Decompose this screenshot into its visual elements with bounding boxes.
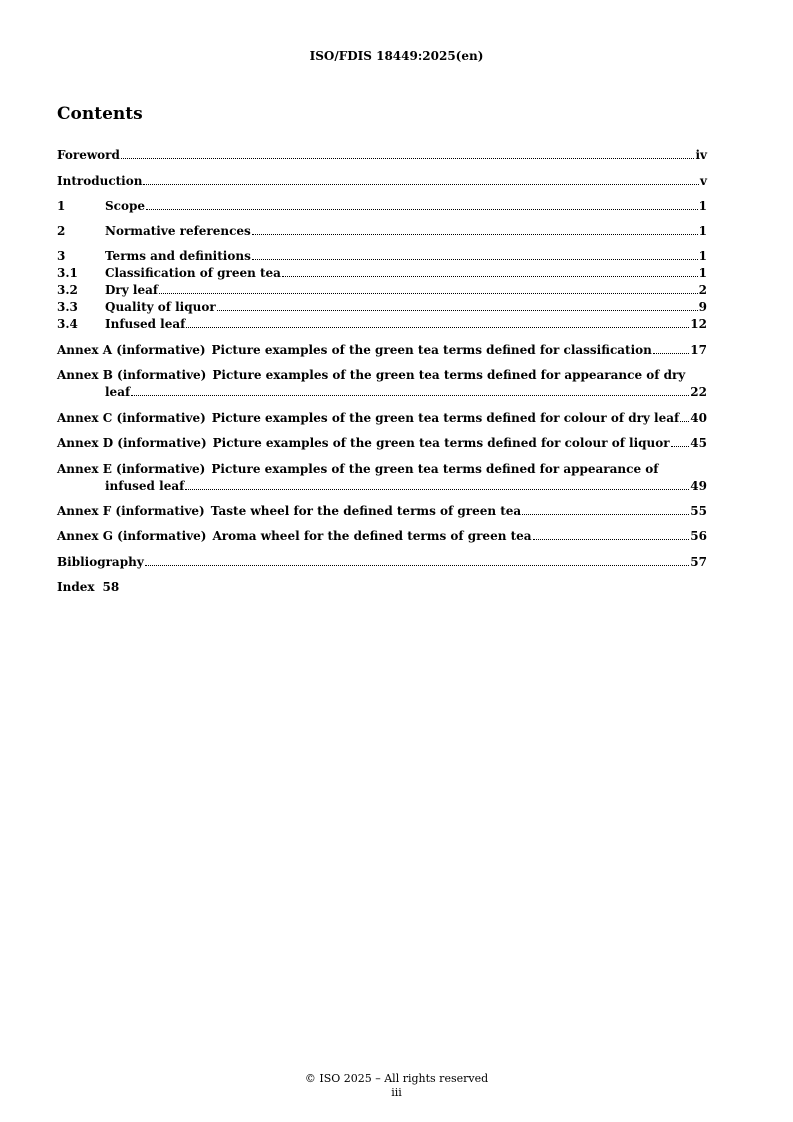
document-header: ISO/FDIS 18449:2025(en) [309,49,484,63]
toc-leader [185,489,689,490]
toc-entry-annex-a[interactable] [57,342,707,359]
toc-label: Terms and definitions [105,249,251,263]
toc-page: 40 [690,411,707,425]
toc-page: 17 [690,343,707,357]
toc-label: Dry leaf [105,283,159,297]
toc-leader [252,259,698,260]
toc-entry-introduction[interactable] [57,173,707,190]
toc-label: Bibliography [57,555,144,569]
toc-annex-head: Annex B (informative) [57,368,207,382]
toc-label: Scope [105,199,146,213]
toc-label: Normative references [105,224,251,238]
toc-entry-index[interactable] [57,579,119,596]
toc-label: Picture examples of the green tea terms defined for classification [211,343,652,357]
toc-annex-head: Annex C (informative) [57,411,206,425]
toc-number: 3.4 [57,317,78,331]
toc-page: 55 [690,504,707,518]
toc-annex-head: Annex E (informative) [57,462,206,476]
toc-leader [671,446,690,447]
toc-entry-annex-e[interactable] [57,461,707,495]
toc-label: Foreword [57,148,120,162]
toc-label: Aroma wheel for the defined terms of green tea [212,529,532,543]
toc-leader [282,276,698,277]
toc-entry-annex-g[interactable] [57,528,707,545]
toc-number: 3 [57,249,66,263]
toc-entry-clause-3[interactable] [57,248,707,265]
toc-label: Taste wheel for the defined terms of green tea [210,504,522,518]
toc-leader [143,184,699,185]
toc-page: 1 [698,266,707,280]
toc-page: 22 [690,385,707,399]
toc-label-continued: leaf [105,385,131,399]
toc-annex-head: Annex D (informative) [57,436,207,450]
toc-page: 58 [102,580,120,594]
toc-leader [217,310,698,311]
toc-page: 57 [690,555,707,569]
toc-page: 9 [698,300,707,314]
toc-label: Picture examples of the green tea terms defined for colour of dry leaf [211,411,680,425]
page-footer [0,1072,793,1100]
toc-annex-head: Annex G (informative) [57,529,207,543]
toc-page: 12 [690,317,707,331]
toc-label: Introduction [57,174,143,188]
toc-entry-clause-3-2[interactable] [57,282,707,299]
page-number: iii [391,1086,402,1099]
toc-page: 56 [690,529,707,543]
toc-leader [680,421,689,422]
toc-entry-clause-1[interactable] [57,198,707,215]
toc-leader [121,158,695,159]
copyright-notice: © ISO 2025 – All rights reserved [304,1072,489,1085]
toc-entry-annex-d[interactable] [57,435,707,452]
toc-label: Index [57,580,95,594]
toc-page: iv [695,148,707,162]
toc-entry-clause-3-4[interactable] [57,316,707,333]
toc-label-continued: infused leaf [105,479,185,493]
toc-entry-annex-c[interactable] [57,410,707,427]
toc-number: 2 [57,224,66,238]
toc-number: 1 [57,199,66,213]
toc-label: Infused leaf [105,317,186,331]
toc-leader [522,514,689,515]
toc-leader [146,209,698,210]
toc-entry-clause-3-3[interactable] [57,299,707,316]
toc-page: 1 [698,249,707,263]
toc-number: 3.1 [57,266,78,280]
toc-annex-head: Annex A (informative) [57,343,206,357]
toc-leader [653,353,689,354]
toc-number: 3.2 [57,283,78,297]
toc-page: 1 [698,224,707,238]
toc-entry-annex-b[interactable] [57,367,707,401]
contents-title: Contents [57,104,143,124]
toc-leader [145,565,690,566]
toc-leader [533,539,690,540]
toc-page: 45 [690,436,707,450]
toc-entry-bibliography[interactable] [57,554,707,571]
toc-page: 1 [698,199,707,213]
toc-label: Classification of green tea [105,266,281,280]
toc-label: Picture examples of the green tea terms defined for colour of liquor [212,436,670,450]
toc-leader [252,234,698,235]
toc-label: Picture examples of the green tea terms defined for appearance of dry [212,368,686,382]
toc-page: v [700,174,707,188]
toc-page: 49 [690,479,707,493]
toc-leader [131,395,689,396]
toc-annex-head: Annex F (informative) [57,504,205,518]
toc-entry-annex-f[interactable] [57,503,707,520]
toc-page: 2 [698,283,707,297]
toc-entry-clause-2[interactable] [57,223,707,240]
toc-leader [186,327,689,328]
toc-entry-clause-3-1[interactable] [57,265,707,282]
toc-label: Picture examples of the green tea terms defined for appearance of [211,462,659,476]
toc-label: Quality of liquor [105,300,216,314]
toc-entry-foreword[interactable] [57,147,707,164]
toc-number: 3.3 [57,300,78,314]
toc-leader [159,293,698,294]
